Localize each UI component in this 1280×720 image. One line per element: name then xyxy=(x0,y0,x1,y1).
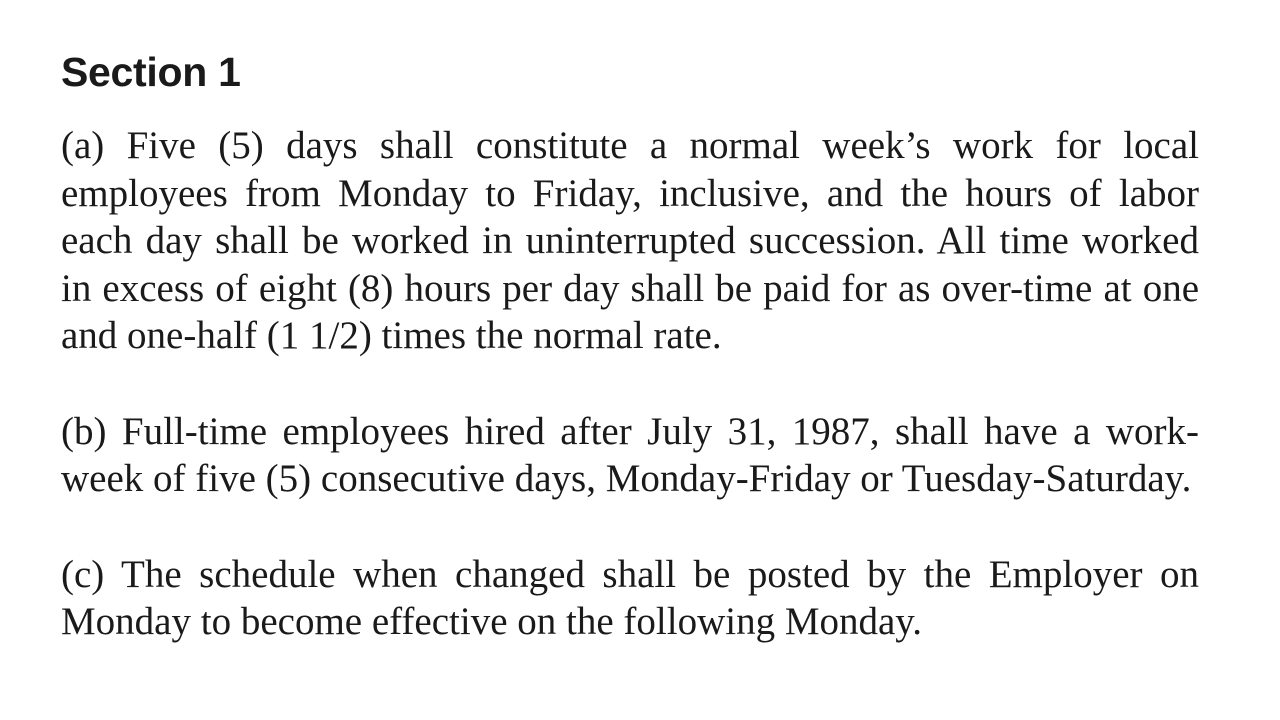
section-title: Section 1 xyxy=(61,49,241,95)
clause-a: (a) Five (5) days shall constitute a normal week’s work for local employees from Monday to Friday, inclusive, and the hours of labor each day shall be worked in uninterrupted succession. All time worked in excess of eight (8) hours per day shall be paid for as over-time at one and one-half (1 1/2) times the normal rate. xyxy=(61,124,1199,357)
clause-b: (b) Full-time employees hired after July 31, 1987, shall have a work-week of five (5) consecutive days, Monday-Friday or Tuesday-Saturday. xyxy=(61,409,1199,500)
document-page xyxy=(61,46,1199,646)
clause-c: (c) The schedule when changed shall be posted by the Employer on Monday to become effective on the following Monday. xyxy=(61,552,1199,643)
